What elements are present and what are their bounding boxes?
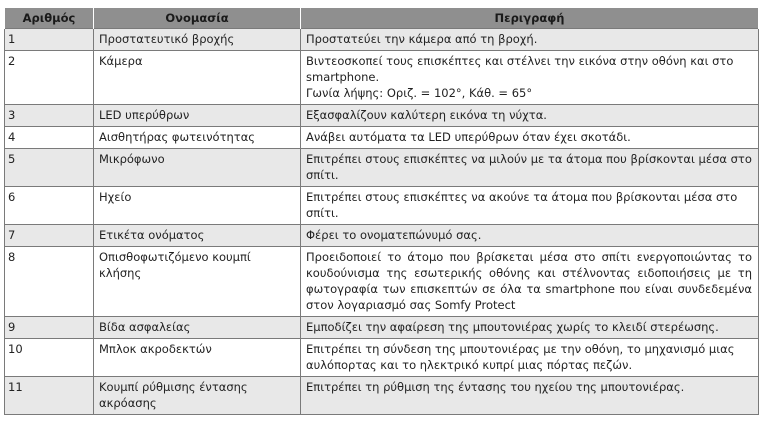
row-description-line: Γωνία λήψης: Οριζ. = 102°, Κάθ. = 65°: [306, 86, 533, 100]
row-number: 6: [5, 187, 94, 225]
row-name: Προστατευτικό βροχής: [94, 29, 301, 51]
row-description: Επιτρέπει τη σύνδεση της μπουτονιέρας με την οθόνη, το μηχανισμό μιας αυλόπορτας και το ηλεκτρικό κυπρί μιας πόρτας πεζών.: [301, 339, 759, 377]
row-name: Οπισθοφωτιζόμενο κουμπί κλήσης: [94, 247, 301, 317]
header-number: Αριθμός: [5, 8, 94, 29]
row-name: Ηχείο: [94, 187, 301, 225]
table-row: [5, 149, 759, 187]
row-description: Φέρει το ονοματεπώνυμό σας.: [301, 225, 759, 247]
row-number: 2: [5, 51, 94, 105]
table-row: [5, 225, 759, 247]
components-table: [4, 8, 759, 415]
row-number: 1: [5, 29, 94, 51]
row-name: Ετικέτα ονόματος: [94, 225, 301, 247]
row-number: 5: [5, 149, 94, 187]
row-description: Ανάβει αυτόματα τα LED υπερύθρων όταν έχει σκοτάδι.: [301, 127, 759, 149]
row-description: Εμποδίζει την αφαίρεση της μπουτονιέρας χωρίς το κλειδί στερέωσης.: [301, 317, 759, 339]
header-name: Ονομασία: [94, 8, 301, 29]
row-name: Μικρόφωνο: [94, 149, 301, 187]
table-header-row: [5, 8, 759, 29]
table-row: [5, 51, 759, 105]
table-row: [5, 247, 759, 317]
row-description: [301, 51, 759, 105]
table-row: [5, 339, 759, 377]
row-description-line: Βιντεοσκοπεί τους επισκέπτες και στέλνει την εικόνα στην οθόνη και στο smartphone.: [306, 54, 734, 84]
row-description: Επιτρέπει τη ρύθμιση της έντασης του ηχείου της μπουτονιέρας.: [301, 377, 759, 415]
row-description: Επιτρέπει στους επισκέπτες να ακούνε τα άτομα που βρίσκονται μέσα στο σπίτι.: [301, 187, 759, 225]
table-row: [5, 377, 759, 415]
row-name: Κουμπί ρύθμισης έντασης ακρόασης: [94, 377, 301, 415]
row-number: 10: [5, 339, 94, 377]
row-number: 4: [5, 127, 94, 149]
row-number: 11: [5, 377, 94, 415]
row-name: Κάμερα: [94, 51, 301, 105]
table-row: [5, 187, 759, 225]
table-row: [5, 29, 759, 51]
row-description: Επιτρέπει στους επισκέπτες να μιλούν με τα άτομα που βρίσκονται μέσα στο σπίτι.: [301, 149, 759, 187]
row-name: Βίδα ασφαλείας: [94, 317, 301, 339]
row-name: Μπλοκ ακροδεκτών: [94, 339, 301, 377]
row-number: 8: [5, 247, 94, 317]
row-number: 7: [5, 225, 94, 247]
row-number: 9: [5, 317, 94, 339]
row-description: Προστατεύει την κάμερα από τη βροχή.: [301, 29, 759, 51]
row-number: 3: [5, 105, 94, 127]
row-description: Προειδοποιεί το άτομο που βρίσκεται μέσα στο σπίτι ενεργοποιώντας το κουδούνισμα της εσωτερικής οθόνης και στέλνοντας ειδοποιήσεις με τη φωτογραφία των επισκεπτών σε όλα τα smartphone που είναι συνδεδεμένα στον λογαριασμό σας Somfy Protect: [301, 247, 759, 317]
row-name: Αισθητήρας φωτεινότητας: [94, 127, 301, 149]
table-row: [5, 127, 759, 149]
row-description: Εξασφαλίζουν καλύτερη εικόνα τη νύχτα.: [301, 105, 759, 127]
table-row: [5, 105, 759, 127]
table-row: [5, 317, 759, 339]
row-name: LED υπερύθρων: [94, 105, 301, 127]
header-description: Περιγραφή: [301, 8, 759, 29]
